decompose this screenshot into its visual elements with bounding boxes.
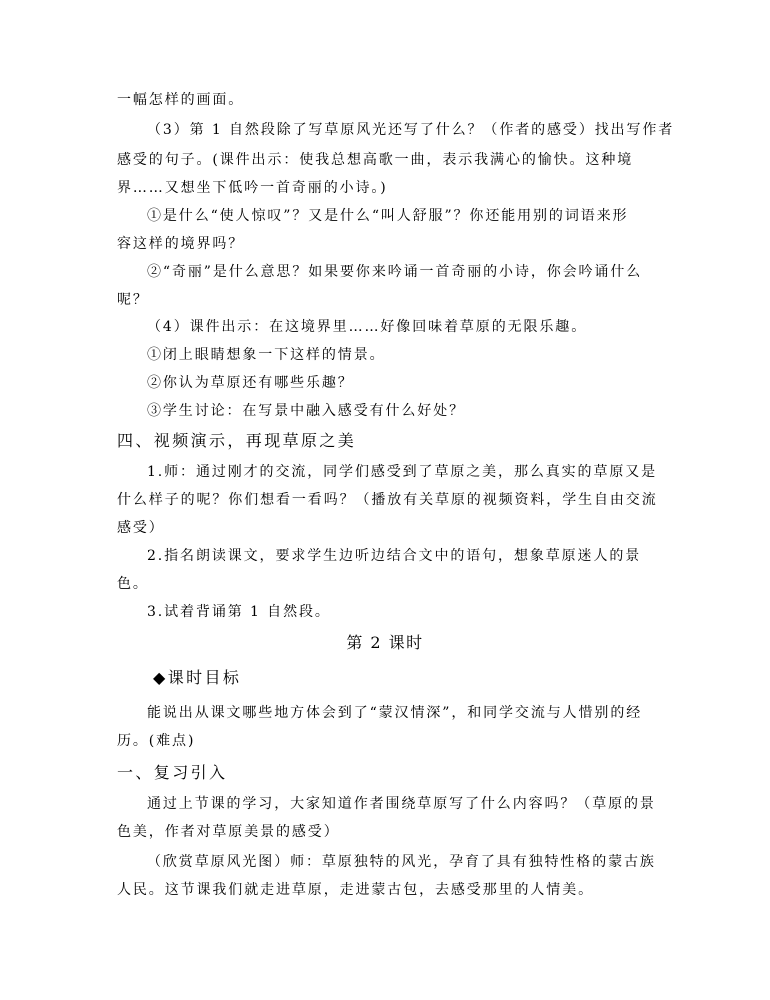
text-line: ②你认为草原还有哪些乐趣？ [147,375,354,391]
text-line: 通过上节课的学习，大家知道作者围绕草原写了什么内容吗？（草原的景 [147,796,656,812]
text-line: 色美，作者对草原美景的感受） [117,824,340,840]
text-line: ①是什么“使人惊叹”？又是什么“叫人舒服”？你还能用别的词语来形 [147,208,629,224]
section-heading: 四、视频演示，再现草原之美 [117,431,357,450]
text-line: 一幅怎样的画面。 [117,92,245,108]
text-line: （4）课件出示：在这境界里……好像回味着草原的无限乐趣。 [147,319,588,335]
text-line: 人民。这节课我们就走进草原，走进蒙古包，去感受那里的人情美。 [117,882,594,898]
text-line: 历。(难点) [117,733,196,749]
text-line: 3.试着背诵第 1 自然段。 [147,604,331,620]
text-line: 色。 [117,576,149,592]
text-line: 2.指名朗读课文，要求学生边听边结合文中的语句，想象草原迷人的景 [147,548,642,564]
text-line: 呢？ [117,292,149,308]
text-line: 感受的句子。(课件出示：使我总想高歌一曲，表示我满心的愉快。这种境 [117,152,634,168]
text-line: 界……又想坐下低吟一首奇丽的小诗。) [117,180,388,196]
text-line: 容这样的境界吗？ [117,236,245,252]
text-line: ③学生讨论：在写景中融入感受有什么好处？ [147,403,465,419]
text-line: 感受） [117,520,165,536]
lesson-goal-heading: ◆课时目标 [153,668,242,687]
text-line: ①闭上眼睛想象一下这样的情景。 [147,347,386,363]
text-line: 能说出从课文哪些地方体会到了“蒙汉情深”，和同学交流与人惜别的经 [147,705,643,721]
section-heading: 一、复习引入 [117,763,228,782]
lesson-title: 第 2 课时 [346,633,424,652]
text-line: 1.师：通过刚才的交流，同学们感受到了草原之美，那么真实的草原又是 [147,464,658,480]
text-line: ②“奇丽”是什么意思？如果要你来吟诵一首奇丽的小诗，你会吟诵什么 [147,264,643,280]
text-line: （3）第 1 自然段除了写草原风光还写了什么？（作者的感受）找出写作者 [147,122,675,138]
text-line: （欣赏草原风光图）师：草原独特的风光，孕育了具有独特性格的蒙古族 [147,854,656,870]
text-line: 什么样子的呢？你们想看一看吗？（播放有关草原的视频资料，学生自由交流 [117,492,658,508]
